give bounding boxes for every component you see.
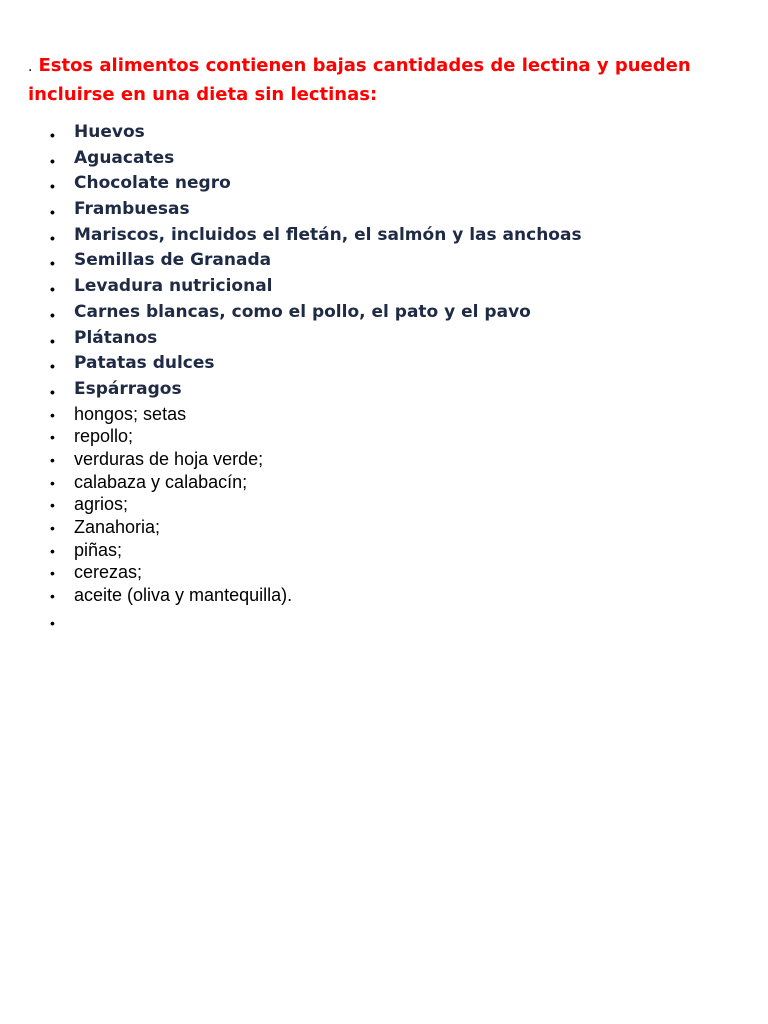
list-item xyxy=(0,403,582,426)
list-item-text: Levadura nutricional xyxy=(74,276,273,297)
bullet-icon: • xyxy=(50,152,55,169)
bullet-icon: • xyxy=(50,229,55,246)
bullet-icon: • xyxy=(50,406,55,423)
list-item-text: piñas; xyxy=(74,539,123,560)
list-item xyxy=(0,197,582,223)
heading-text: Estos alimentos contienen bajas cantidades de lectina y pueden incluirse en una dieta sin lectinas: xyxy=(28,55,691,105)
lead-marker: . xyxy=(28,59,33,75)
list-item xyxy=(0,493,582,516)
list-item xyxy=(0,326,582,352)
bullet-icon: • xyxy=(50,332,55,349)
list-item-text: Zanahoria; xyxy=(74,517,161,537)
list-item-text: verduras de hoja verde; xyxy=(74,448,264,469)
list-item-text: Huevos xyxy=(74,122,145,142)
list-item xyxy=(0,146,582,172)
bullet-icon: • xyxy=(50,520,55,536)
list-item xyxy=(0,539,582,562)
list-item xyxy=(0,223,582,249)
bullet-icon: • xyxy=(50,204,55,221)
list-item xyxy=(0,300,582,326)
bullet-icon: • xyxy=(50,542,55,559)
list-item-text: hongos; setas xyxy=(74,403,187,424)
bullet-icon: • xyxy=(50,127,55,143)
bullet-icon: • xyxy=(50,614,55,631)
list-item-text: Espárragos xyxy=(74,378,182,399)
bullet-icon: • xyxy=(50,306,55,323)
list-item xyxy=(0,248,582,274)
list-item xyxy=(0,377,582,403)
list-item-text: Plátanos xyxy=(74,327,158,348)
list-item xyxy=(0,448,582,471)
list-item-text: Chocolate negro xyxy=(74,173,231,194)
bullet-icon: • xyxy=(50,497,55,514)
list-item-text: cerezas; xyxy=(74,562,143,583)
list-item xyxy=(0,471,582,494)
list-item-text: repollo; xyxy=(74,426,134,447)
list-item xyxy=(0,584,582,607)
bullet-icon: • xyxy=(50,358,55,375)
bullet-icon: • xyxy=(50,565,55,582)
document-heading xyxy=(28,52,728,108)
list-item xyxy=(0,171,582,197)
list-item-text: Mariscos, incluidos el fletán, el salmón y las anchoas xyxy=(74,224,582,245)
list-item-text: Aguacates xyxy=(74,147,175,168)
bullet-icon: • xyxy=(50,429,55,446)
bullet-icon: • xyxy=(50,383,55,400)
list-item-text: aceite (oliva y mantequilla). xyxy=(74,585,293,606)
bullet-icon: • xyxy=(50,281,55,298)
list-item-text: Patatas dulces xyxy=(74,353,215,374)
list-item xyxy=(0,274,582,300)
list-item xyxy=(0,425,582,448)
bullet-icon: • xyxy=(50,451,55,468)
list-item xyxy=(0,561,582,584)
bullet-icon: • xyxy=(50,255,55,272)
list-item-empty xyxy=(0,607,582,637)
list-item-text: Frambuesas xyxy=(74,199,190,220)
bullet-icon: • xyxy=(50,474,55,491)
food-list xyxy=(0,120,582,637)
list-item-text: agrios; xyxy=(74,494,129,515)
list-item xyxy=(0,516,582,539)
bullet-icon: • xyxy=(50,588,55,605)
bullet-icon: • xyxy=(50,178,55,195)
list-item-text: Carnes blancas, como el pollo, el pato y el pavo xyxy=(74,301,531,322)
list-item xyxy=(0,351,582,377)
list-item-text: calabaza y calabacín; xyxy=(74,471,248,492)
list-item xyxy=(0,120,582,146)
list-item-text: Semillas de Granada xyxy=(74,250,272,271)
